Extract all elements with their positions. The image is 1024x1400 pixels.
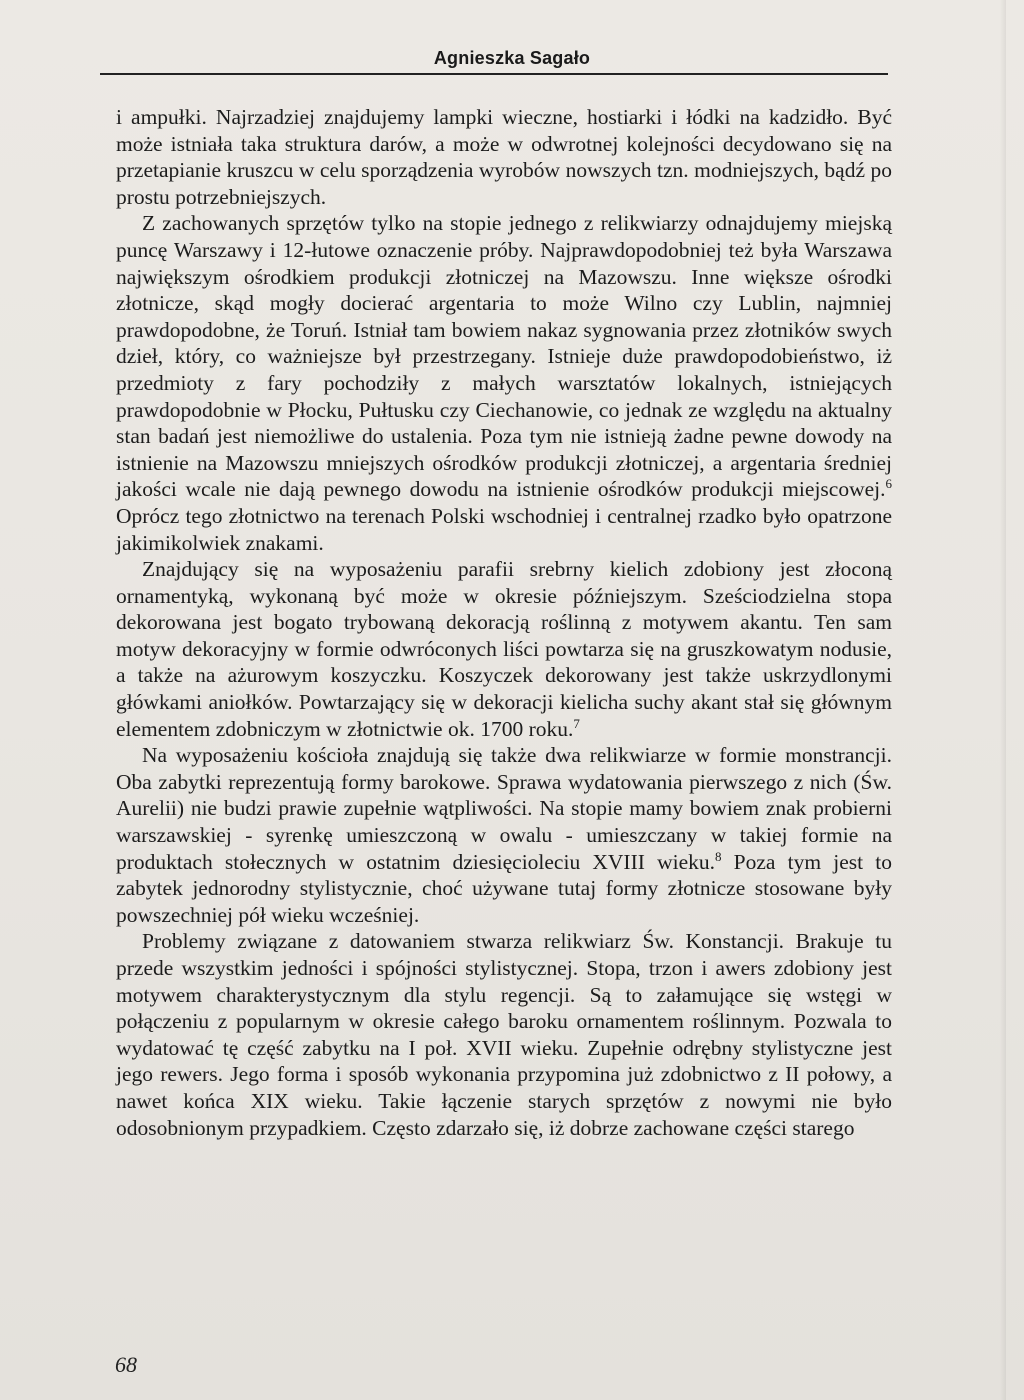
paragraph-text: Z zachowanych sprzętów tylko na stopie jednego z relikwiarzy odnajdujemy miejską puncę Warszawy i 12-łutowe oznaczenie próby. Najprawdopodobniej też była Warszawa największym ośrodkiem produkcji złotniczej na Mazowszu. Inne większe ośrodki złotnicze, skąd mogły docierać argentaria to może Wilno czy Lublin, najmniej prawdopodobne, że Toruń. Istniał tam bowiem nakaz sygnowania przez złotników swych dzieł, który, co ważniejsze był przestrzegany. Istnieje duże prawdopodobieństwo, iż przedmioty z fary pochodziły z małych warsztatów lokalnych, istniejących prawdopodobnie w Płocku, Pułtusku czy Ciechanowie, co jednak ze względu na aktualny stan badań jest niemożliwe do ustalenia. Poza tym nie istnieją żadne pewne dowody na istnienie na Mazowszu mniejszych ośrodków produkcji złotniczej, a argentaria średniej jakości wcale nie dają pewnego dowodu na istnienie ośrodków produkcji miejscowej.: [116, 211, 892, 502]
paragraph: [116, 210, 892, 556]
footnote-marker: 6: [885, 476, 892, 492]
paragraph: [116, 742, 892, 928]
body-text: [116, 104, 892, 1141]
page-number: 68: [115, 1352, 137, 1377]
paragraph: [116, 928, 892, 1141]
paragraph: [116, 556, 892, 742]
running-head-author: Agnieszka Sagało: [433, 48, 591, 68]
footnote-marker: 7: [573, 715, 580, 731]
paragraph-text: Poza tym jest to zabytek jednorodny stylistycznie, choć używane tutaj formy złotnicze stosowane były powszechniej pół wieku wcześniej.: [116, 849, 892, 927]
paragraph-text: i ampułki. Najrzadziej znajdujemy lampki wieczne, hostiarki i łódki na kadzidło. Być może istniała taka struktura darów, a może w odwrotnej kolejności decydowano się na przetapianie kruszcu w celu sporządzenia wyrobów nowszych tzn. modniejszych, bądź po prostu potrzebniejszych.: [116, 105, 892, 209]
page-edge-shadow: [1000, 0, 1006, 1400]
paragraph-text: Problemy związane z datowaniem stwarza relikwiarz Św. Konstancji. Brakuje tu przede wszystkim jedności i spójności stylistycznej. Stopa, trzon i awers zdobiony jest motywem charakterystycznym dla stylu regencji. Są to załamujące się wstęgi w połączeniu z popularnym w okresie całego baroku ornamentem roślinnym. Pozwala to wydatować tę część zabytku na I poł. XVII wieku. Zupełnie odrębny stylistyczne jest jego rewers. Jego forma i sposób wykonania przypomina już zdobnictwo z II połowy, a nawet końca XIX wieku. Takie łączenie starych sprzętów z nowymi nie było odosobnionym przypadkiem. Często zdarzało się, iż dobrze zachowane części starego: [116, 929, 892, 1140]
paragraph-text: Oprócz tego złotnictwo na terenach Polski wschodniej i centralnej rzadko było opatrzone jakimikolwiek znakami.: [116, 503, 892, 555]
paragraph: [116, 104, 892, 210]
footnote-marker: 8: [715, 848, 722, 864]
header-rule: [100, 73, 888, 75]
paragraph-text: Znajdujący się na wyposażeniu parafii srebrny kielich zdobiony jest złoconą ornamentyką, wykonaną być może w okresie późniejszym. Sześciodzielna stopa dekorowana jest bogato trybowaną dekoracją roślinną z motywem akantu. Ten sam motyw dekoracyjny w formie odwróconych liści powtarza się na gruszkowatym nodusie, a także na ażurowym koszyczku. Koszyczek dekorowany jest także uskrzydlonymi główkami aniołków. Powtarzający się w dekoracji kielicha suchy akant stał się głównym elementem zdobniczym w złotnictwie ok. 1700 roku.: [116, 557, 892, 741]
paragraph-text: Na wyposażeniu kościoła znajdują się także dwa relikwiarze w formie monstrancji. Oba zabytki reprezentują formy barokowe. Sprawa wydatowania pierwszego z nich (Św. Aurelii) nie budzi prawie zupełnie wątpliwości. Na stopie mamy bowiem znak probierni warszawskiej - syrenkę umieszczoną w owalu - umieszczany w takiej formie na produktach stołecznych w ostatnim dziesięcioleciu XVIII wieku.: [116, 743, 892, 874]
